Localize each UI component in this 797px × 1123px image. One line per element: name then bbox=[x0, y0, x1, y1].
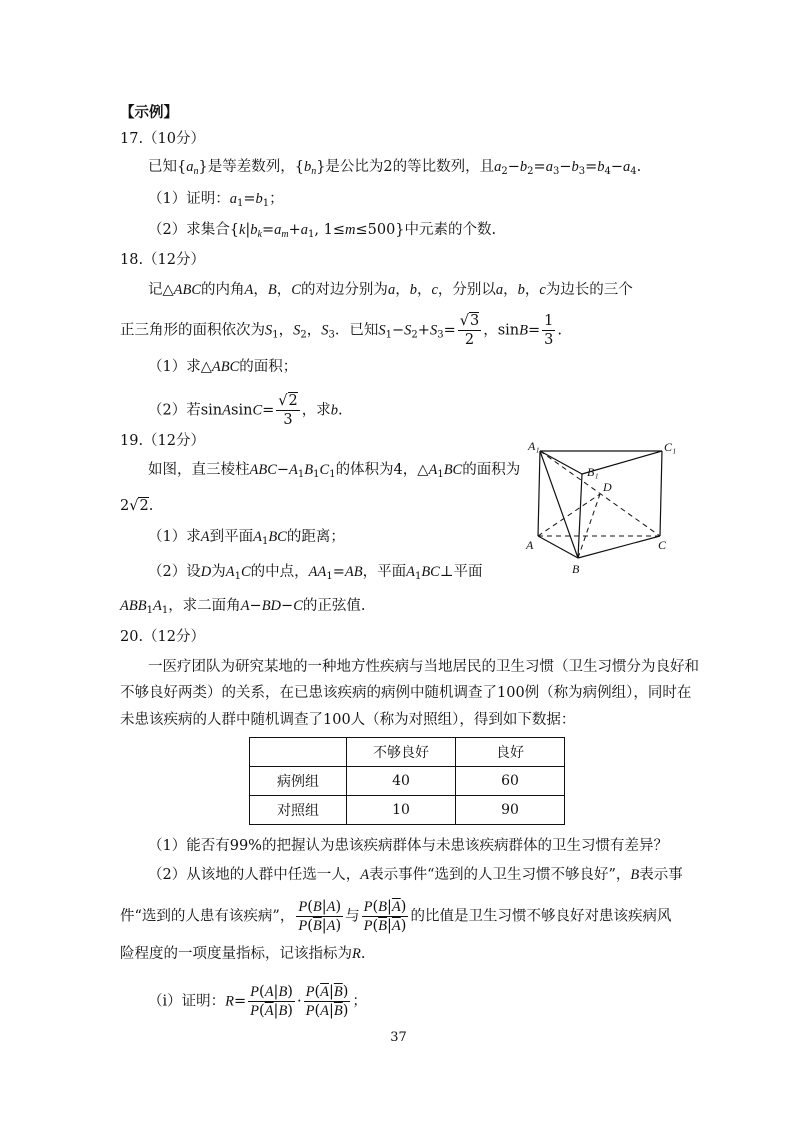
table-cell: 90 bbox=[456, 796, 565, 825]
q17-number: 17.（10分） bbox=[120, 131, 206, 147]
table-cell: 60 bbox=[456, 767, 565, 796]
q18-part2: （2）若sinAsinC= $\frac{√2}{3}$ ，求b. bbox=[148, 393, 343, 428]
edge-AB bbox=[538, 536, 578, 558]
q19-part2-line1: （2）设D为$A_1C$的中点，$AA_1=AB$，平面$A_1BC\perp$平面 bbox=[148, 564, 483, 582]
segment-A1B bbox=[540, 451, 578, 558]
q19-stem-line1: 如图，直三棱柱$ABC-A_1B_1C_1$的体积为4，$\triangle A_1BC$的面积为 bbox=[148, 462, 521, 480]
q20-part2-i: （i）证明：R= $\frac{P(A|B)}{P(\overline{A}|B)}$ · $\frac{P(\overline{A}|\overline{B})}{P(A|\overline{B})}$ ； bbox=[148, 984, 367, 1019]
hidden-segment-AD bbox=[538, 494, 600, 536]
table-header-cell: 良好 bbox=[456, 738, 565, 767]
q18-stem-line2: 正三角形的面积依次为$S_1$，$S_2$，$S_3$．已知$S_1-S_2+S_3=$ $\frac{√3}{2}$ ，sinB= $\frac{1}{3}$ . bbox=[120, 313, 562, 348]
hidden-segment-BD bbox=[578, 494, 600, 558]
table-cell: 病例组 bbox=[250, 767, 347, 796]
prism-figure bbox=[522, 438, 682, 578]
label-D: D bbox=[603, 480, 612, 494]
edge-BB1 bbox=[578, 474, 582, 558]
q19-number: 19.（12分） bbox=[120, 433, 206, 449]
table-cell: 40 bbox=[347, 767, 456, 796]
label-A: A bbox=[526, 538, 534, 552]
hidden-segment-A1C bbox=[540, 451, 660, 536]
label-B: B bbox=[572, 562, 580, 576]
label-B1: B₁ bbox=[587, 465, 599, 479]
label-C1: C₁ bbox=[664, 440, 677, 454]
table-cell: 对照组 bbox=[250, 796, 347, 825]
q20-number: 20.（12分） bbox=[120, 629, 206, 645]
table-header-row bbox=[250, 738, 565, 767]
q18-number: 18.（12分） bbox=[120, 252, 206, 268]
label-C: C bbox=[658, 538, 667, 552]
q20-part2-line3: 险程度的一项度量指标，记该指标为R. bbox=[120, 946, 366, 962]
edge-CC1 bbox=[660, 451, 662, 536]
q20-stem-line2: 不够良好两类）的关系，在已患该疾病的病例中随机调查了100例（称为病例组），同时在 bbox=[120, 685, 692, 701]
q18-part1: （1）求△ABC的面积； bbox=[148, 359, 298, 375]
data-table bbox=[249, 737, 565, 825]
table-cell: 10 bbox=[347, 796, 456, 825]
edge-A1B1 bbox=[540, 451, 582, 474]
q17-part1: （1）证明：$a_1=b_1$； bbox=[148, 191, 284, 209]
q18-stem-line1: 记△ABC的内角A，B，C的对边分别为a，b，c，分别以a，b，c为边长的三个 bbox=[148, 282, 633, 298]
q19-stem-line2: 2√2. bbox=[120, 498, 154, 514]
q20-part2-line2: 件“选到的人患有该疾病”， $\frac{P(B|A)}{P(\overline{B}|A)}$ 与 $\frac{P(B|\overline{A})}{P(\overline{B}|\overline{A})}$ 的比值是卫生习惯不够良好对患该疾病风 bbox=[120, 899, 672, 934]
section-header: 【示例】 bbox=[120, 104, 178, 121]
q20-part2-line1: （2）从该地的人群中任选一人，A表示事件“选到的人卫生习惯不够良好”，B表示事 bbox=[148, 867, 683, 883]
q19-part1: （1）求A到平面$A_1BC$的距离； bbox=[148, 529, 345, 547]
table-row bbox=[250, 796, 565, 825]
q20-stem-line3: 未患该疾病的人群中随机调查了100人（称为对照组），得到如下数据： bbox=[120, 712, 576, 728]
q20-stem-line1: 一医疗团队为研究某地的一种地方性疾病与当地居民的卫生习惯（卫生习惯分为良好和 bbox=[148, 659, 699, 675]
q17-part2: （2）求集合{$k|b_k=a_m+a_1$, 1≤m≤500}中元素的个数. bbox=[148, 222, 497, 240]
edge-BC bbox=[578, 536, 660, 558]
edge-AA1 bbox=[538, 451, 540, 536]
q17-stem: 已知$\{a_n\}$是等差数列，$\{b_n\}$是公比为2的等比数列，且$a_2-b_2=a_3-b_3=b_4-a_4$. bbox=[148, 159, 642, 177]
q20-part1: （1）能否有99%的把握认为患该疾病群体与未患该疾病群体的卫生习惯有差异？ bbox=[148, 838, 668, 854]
page-number: 37 bbox=[390, 1030, 407, 1045]
label-A1: A₁ bbox=[528, 439, 540, 453]
q19-part2-line2: $ABB_1A_1$，求二面角A−BD−C的正弦值. bbox=[120, 598, 366, 616]
table-header-cell bbox=[250, 738, 347, 767]
table-row bbox=[250, 767, 565, 796]
table-header-cell: 不够良好 bbox=[347, 738, 456, 767]
